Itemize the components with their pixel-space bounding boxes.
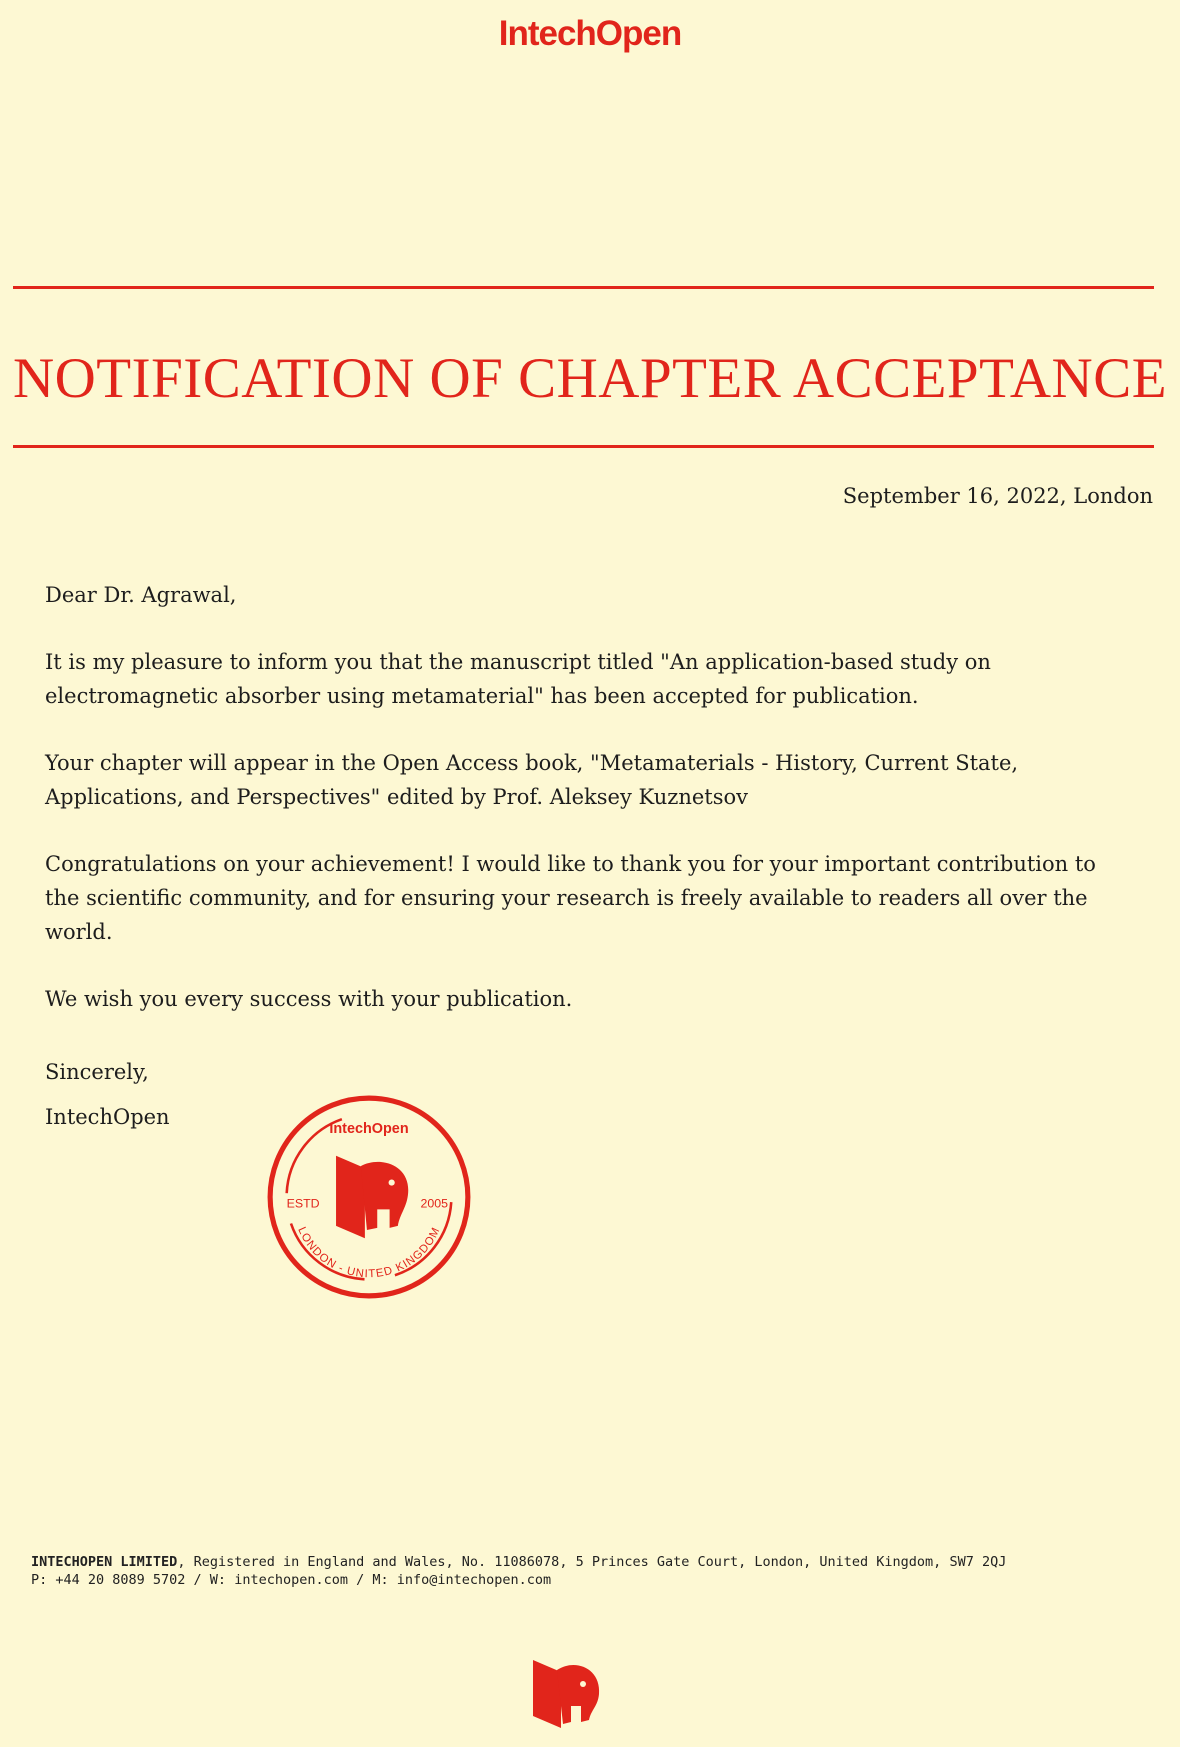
letter-body: [45, 578, 1135, 1049]
svg-text:LONDON - UNITED KINGDOM: [295, 1225, 442, 1280]
dateline: September 16, 2022, London: [842, 484, 1153, 508]
footer-address: [31, 1553, 1006, 1589]
seal-elephant-icon: [336, 1156, 408, 1238]
footer-contact: P: +44 20 8089 5702 / W: intechopen.com / M: info@intechopen.com: [31, 1572, 552, 1588]
footer-registration: , Registered in England and Wales, No. 11086078, 5 Princes Gate Court, London, United Kingdom, SW7 2QJ: [177, 1554, 1007, 1570]
title-rule-top: [13, 286, 1154, 289]
brand-logo: IntechOpen: [498, 14, 682, 53]
seal-location: LONDON - UNITED KINGDOM: [295, 1225, 443, 1281]
seal-year: 2005: [420, 1196, 448, 1211]
paragraph-acceptance: It is my pleasure to inform you that the manuscript titled "An application-based study on electromagnetic absorber using metamaterial" has been accepted for publication.: [45, 650, 991, 708]
seal-estd: ESTD: [286, 1196, 320, 1211]
page-title: NOTIFICATION OF CHAPTER ACCEPTANCE: [12, 347, 1168, 410]
signoff: Sincerely,: [45, 1060, 149, 1084]
closing: [45, 1050, 170, 1140]
company-seal-icon: [266, 1094, 472, 1300]
footer-company: INTECHOPEN LIMITED: [31, 1554, 178, 1570]
seal-brand: IntechOpen: [329, 1121, 409, 1138]
salutation: Dear Dr. Agrawal,: [45, 583, 237, 607]
paragraph-wishes: We wish you every success with your publication.: [45, 987, 573, 1011]
elephant-logo-icon: [531, 1652, 603, 1728]
signature: IntechOpen: [45, 1105, 170, 1129]
paragraph-congratulations: Congratulations on your achievement! I would like to thank you for your important contribution to the scientific community, and for ensuring your research is freely available to readers all over the world.: [45, 852, 1096, 944]
footer-line-registration: [31, 1553, 1006, 1571]
title-rule-bottom: [13, 445, 1154, 448]
paragraph-book: Your chapter will appear in the Open Access book, "Metamaterials - History, Current State, Applications, and Perspectives" edited by Prof. Aleksey Kuznetsov: [45, 751, 1019, 809]
